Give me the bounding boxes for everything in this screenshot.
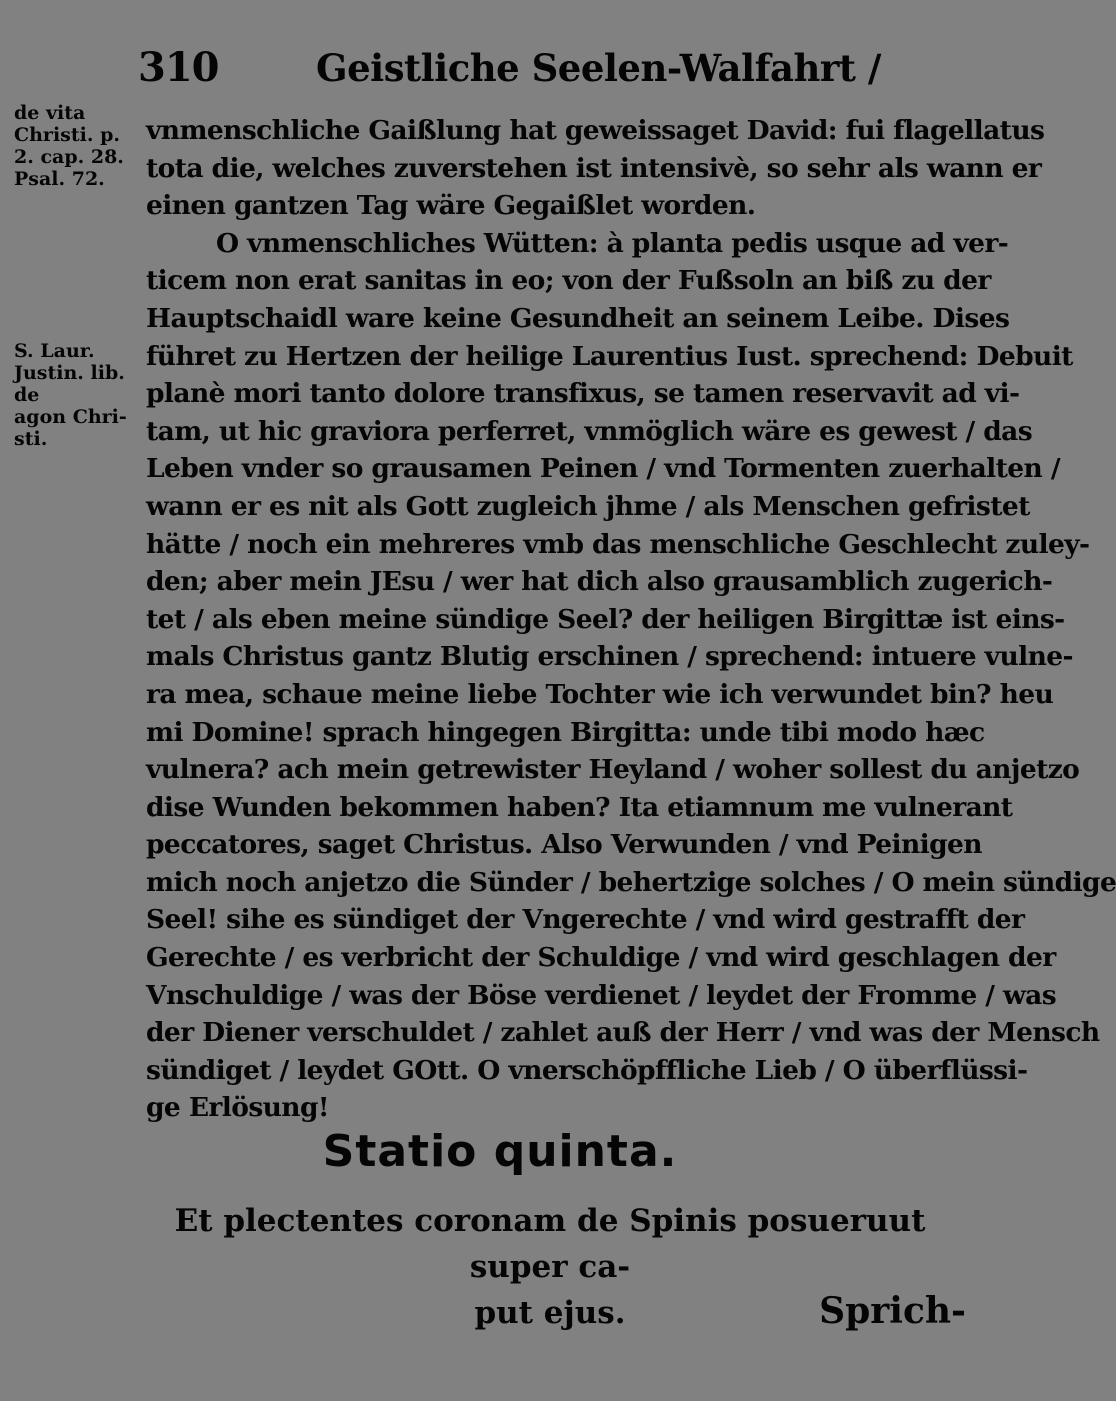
text-line: mi Domine! sprach hingegen Birgitta: unde tibi modo hæc [146, 716, 985, 748]
text-line: Leben vnder so grausamen Peinen / vnd Tormenten zuerhalten / [146, 453, 1060, 485]
text-line: vnmenschliche Gaißlung hat geweissaget David: fui flagellatus [146, 115, 1045, 146]
text-line: führet zu Hertzen der heilige Laurentius Iust. sprechend: Debuit [146, 340, 1073, 372]
subtitle-line: put ejus. [474, 1295, 626, 1331]
margin-note-line: sti. [14, 428, 48, 450]
text-line: tota die, welches zuverstehen ist intensivè, so sehr als wann er [146, 152, 1042, 184]
margin-note-line: Justin. lib. [14, 362, 125, 384]
margin-note-line: 2. cap. 28. [14, 146, 124, 168]
catchword: Sprich- [819, 1290, 966, 1332]
text-line: tet / als eben meine sündige Seel? der heiligen Birgittæ ist eins- [146, 603, 1065, 635]
text-line: peccatores, saget Christus. Also Verwunden / vnd Peinigen [146, 829, 982, 861]
margin-note-line: de vita [14, 102, 86, 124]
text-line: mals Christus gantz Blutig erschinen / sprechend: intuere vulne- [146, 641, 1073, 673]
margin-note-line: Psal. 72. [14, 168, 105, 190]
text-line: vulnera? ach mein getrewister Heyland / woher sollest du anjetzo [146, 754, 1080, 786]
text-line: tam, ut hic graviora perferret, vnmöglich wäre es gewest / das [146, 415, 1033, 447]
section-title: Statio quinta. [322, 1126, 678, 1177]
text-line: sündiget / leydet GOtt. O vnerschöpffliche Lieb / O überflüssi- [146, 1054, 1028, 1086]
text-line: Seel! sihe es sündiget der Vngerechte / vnd wird gestrafft der [146, 904, 1025, 936]
running-title: Geistliche Seelen-Walfahrt / [316, 46, 881, 90]
subtitle-line: Et plectentes coronam de Spinis posueruut super ca- [174, 1203, 926, 1285]
text-line: wann er es nit als Gott zugleich jhme / als Menschen gefristet [146, 490, 1030, 522]
text-line: Gerechte / es verbricht der Schuldige / vnd wird geschlagen der [146, 942, 1056, 974]
text-line: ra mea, schaue meine liebe Tochter wie ich verwundet bin? heu [146, 678, 1054, 710]
margin-note-line: agon Chri- [14, 406, 127, 428]
text-line: einen gantzen Tag wäre Gegaißlet worden. [146, 190, 756, 222]
text-line: den; aber mein JEsu / wer hat dich also grausamblich zugerich- [146, 566, 1053, 598]
text-line: dise Wunden bekommen haben? Ita etiamnum me vulnerant [146, 791, 1013, 823]
text-line: ge Erlösung! [146, 1092, 329, 1124]
text-line: O vnmenschliches Wütten: à planta pedis usque ad ver- [216, 227, 1009, 259]
text-line: ticem non erat sanitas in eo; von der Fußsoln an biß zu der [146, 265, 991, 297]
text-line: der Diener verschuldet / zahlet auß der Herr / vnd was der Mensch [146, 1017, 1100, 1049]
text-line: Vnschuldige / was der Böse verdienet / leydet der Fromme / was [146, 979, 1057, 1011]
text-line: mich noch anjetzo die Sünder / behertzige solches / O mein sündige [146, 866, 1116, 898]
text-line: Hauptschaidl ware keine Gesundheit an seinem Leibe. Dises [146, 302, 1010, 334]
page-number: 310 [138, 44, 219, 91]
margin-note-line: Christi. p. [14, 124, 120, 146]
margin-note-line: S. Laur. [14, 340, 95, 362]
margin-note-laurentius [14, 340, 130, 450]
margin-note-line: de [14, 384, 40, 406]
body-text [146, 112, 1116, 1127]
text-line: planè mori tanto dolore transfixus, se tamen reservavit ad vi- [146, 378, 1020, 410]
page-header [138, 44, 898, 96]
margin-note-vita-christi [14, 102, 130, 190]
text-line: hätte / noch ein mehreres vmb das menschliche Geschlecht zuley- [146, 528, 1090, 560]
